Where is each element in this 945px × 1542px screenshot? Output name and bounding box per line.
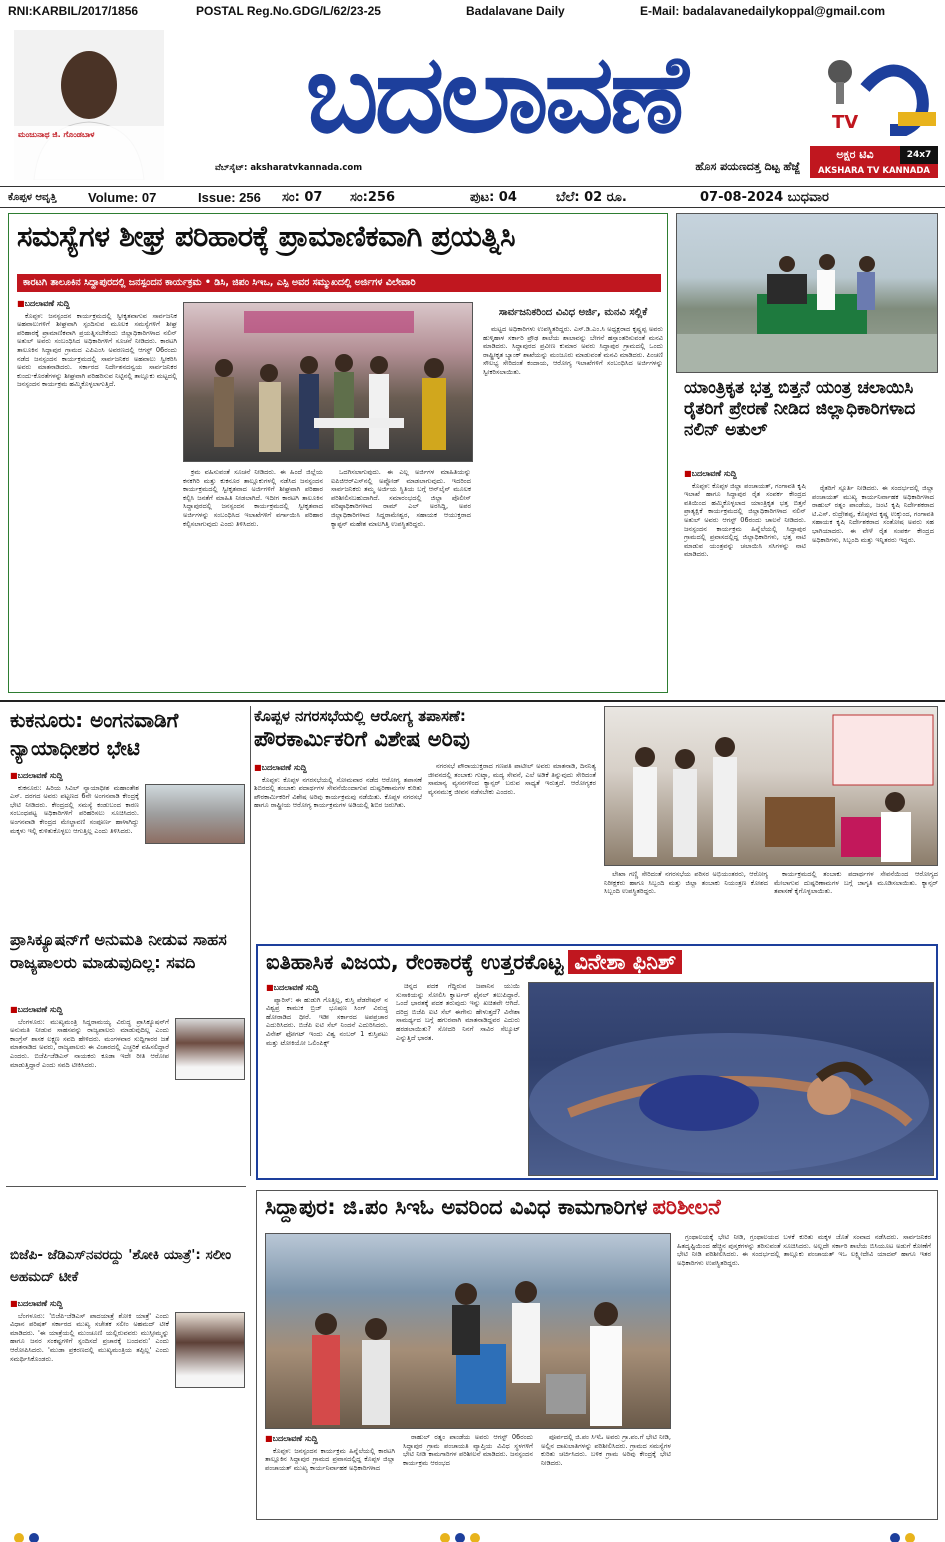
vinesh-column-1 (266, 982, 388, 1176)
lead-column-3 (331, 468, 471, 690)
lead-headline: ಸಮಸ್ಯೆಗಳ ಶೀಘ್ರ ಪರಿಹಾರಕ್ಕೆ ಪ್ರಾಮಾಣಿಕವಾಗಿ ಪ್ರಯತ್ನಿಸಿ (17, 219, 516, 253)
vinesh-column-2 (396, 982, 520, 1176)
lead-text-1: ಕೊಪ್ಪಳ: ಜನಸ್ಪಂದನ ಕಾರ್ಯಕ್ರಮದಲ್ಲಿ ಸ್ವೀಕೃತವಾಗುವ ಸಾರ್ವಜನಿಕ ಅಹವಾಲುಗಳಿಗೆ ಶೀಘ್ರವಾಗಿ ಸ್ಪಂದಿಸುವ ಮೂಲಕ ಸಮಸ್ಯೆಗಳಿಗೆ ಶೀಘ್ರ ಪರಿಹಾರಕ್ಕೆ ಪ್ರಾಮಾಣಿಕವಾಗಿ ಪ್ರಯತ್ನಿಸಬೇಕೆಂದು ಜಿಲ್ಲಾಧಿಕಾರಿಗಳಾದ ನಲಿನ್ ಅತುಲ್ ಅವರು ಸಂಬಂಧಿಸಿದ ಅಧಿಕಾರಿಗಳಿಗೆ ಸೂಚನೆ ನೀಡಿದರು. ಕಾರಟಗಿ ತಾಲೂಕಿನ ಸಿದ್ದಾಪುರ ಗ್ರಾಮದ ಎಪಿಎಂಸಿ ಅವರಣದಲ್ಲಿ ಆಗಸ್ಟ್ 06ರಂದು ನಡೆದ ಜನಸ್ಪಂದನ ಕಾರ್ಯಕ್ರಮದಲ್ಲಿ ಸಾರ್ವಜನಿಕರ ಅಹವಾಲು ಸ್ವೀಕರಿಸಿ ಅವರು ಮಾತನಾಡಿದರು. ಸರ್ಕಾರದ ನಿರ್ದೇಶನದನ್ವಯ ಸಾರ್ವಜನಿಕರ ಕುಂದು-ಕೊರತೆಗಳನ್ನು ಶೀಘ್ರವಾಗಿ ಪರಿಹರಿಸುವ ನಿಟ್ಟಿನಲ್ಲಿ ತಾಲ್ಲೂಕು ಮಟ್ಟದಲ್ಲಿ ಜನಸ್ಪಂದನ ಕಾರ್ಯಕ್ರಮ ಹಮ್ಮಿಕೊಳ್ಳಲಾಗುತ್ತಿದೆ. (17, 311, 177, 389)
vinesh-text-1: ಪ್ಯಾರಿಸ್: ಈ ಹುಡುಗಿ ಗೊತ್ತಿಲ್ಲ, ಕುಸ್ತಿ ಪೆಡರೇಷನ್ ನ ವಿಶ್ವಪ್ರ ಕಾಮುಕ ಬ್ರಿಜ್ ಭೂಷಣ ಸಿಂಗ್ ವಿರುದ್ಧ ಹೋರಾಡಿದ ಧೀರೆ. ಇಡೀ ಸರ್ಕಾರದ ಅಪಪ್ರಚಾರ ಎದುರಿಸಿದರು. ಬಿಜೆಪಿ ಐಟಿ ಸೆಲ್ ನಿಂದನೆ ಎದುರಿಸಿದರು. ವಿನೇಶ್ ಫೋಗಟ್ ಇಂದು ವಿಶ್ವ ನಂಬರ್ 1 ಕುಸ್ತಿಪಟು ಮತ್ತು ಟೋಕಿಯೋ ಒಲಿಂಪಿಕ್ಸ್ (266, 995, 388, 1047)
issue-info-bar (0, 186, 945, 208)
savadi-portrait (175, 1018, 245, 1080)
date-label: 07-08-2024 ಬುಧವಾರ (700, 190, 829, 205)
anganwadi-photo (145, 784, 245, 844)
sam-label: ಸಂ: 07 (282, 190, 323, 205)
website-url[interactable]: ವೆಬ್‌ಸೈಟ್: aksharatvkannada.com (215, 163, 363, 173)
lead-text-3: ಒದಗಿಸಲಾಗುವುದು. ಈ ಎಲ್ಲ ಅರ್ಜಿಗಳ ಮಾಹಿತಿಯನ್ನು ಐಪಿಜಿಆರ್‌ಎಸ್‌ನಲ್ಲಿ ಅಪ್ಲೋಡ್ ಮಾಡಲಾಗುವುದು. ಇದರಿಂದ ಸಾರ್ವಜನಿಕರು ತಮ್ಮ ಅರ್ಜಿಯ ಸ್ಥಿತಿಯ ಬಗ್ಗೆ ಆನ್‌ಲೈನ್ ಮೂಲಕ ಪರಿಶೀಲಿಸಬಹುದಾಗಿದೆ. ಸಮಾರಂಭದಲ್ಲಿ ಜಿಲ್ಲಾ ಪೊಲೀಸ್ ವರಿಷ್ಠಾಧಿಕಾರಿಗಳಾದ ರಾಮ್ ಎಲ್ ಅರಸಿದ್ದಿ, ಅಪರ ಜಿಲ್ಲಾಧಿಕಾರಿಗಳಾದ ಸಿದ್ದರಾಮೇಶ್ವರ, ಸಹಾಯಕ ಆಯುಕ್ತರಾದ ಕ್ಯಾಪ್ಟನ್ ಮಹೇಶ ಮಾಲಗಿತ್ತಿ ಉಪಸ್ಥಿತರಿದ್ದರು. (331, 468, 471, 528)
siddapur-text-2: ರಾಹುಲ್ ರತ್ನಂ ಪಾಂಡೆಯ ಅವರು ಆಗಸ್ಟ್ 06ರಂದು ಸಿದ್ದಾಪುರ ಗ್ರಾಮ ಪಂಚಾಯತಿ ವ್ಯಾಪ್ತಿಯ ವಿವಿಧ ಸ್ಥಳಗಳಿಗೆ ಭೇಟಿ ನೀಡಿ ಕಾಮಗಾರಿಗಳ ಪರಿಶೀಲನೆ ಮಾಡಿದರು. ಜನಸ್ಪಂದನ ಕಾರ್ಯಕ್ರಮ ಆರಂಭದ (403, 1433, 533, 1467)
postal-registration: POSTAL Reg.No.GDG/L/62/23-25 (196, 4, 381, 18)
health-column-4 (774, 870, 938, 940)
vinesh-headline (266, 950, 932, 980)
vinesh-photo (528, 982, 934, 1176)
tv-logo (810, 58, 938, 180)
event-photo-icon (184, 303, 473, 462)
dot-icon (905, 1533, 915, 1542)
health-column-3 (604, 870, 768, 940)
siddapur-text-3: ಪೂರ್ವದಲ್ಲಿ ಜಿ.ಪಂ ಸಿಇಓ ಅವರು ಗ್ರಾ.ಪಂ.ಗೆ ಭೇಟಿ ನೀಡಿ, ಅಲ್ಲಿನ ದಾಖಲಾತಿಗಳನ್ನು ಪರಿಶೀಲಿಸಿದರು. ಗ್ರಾಮದ ಸಮಸ್ಯೆಗಳ ಕುರಿತು ಚರ್ಚಿಸಿದರು. ಬಳಿಕ ಗ್ರಾಮ ಅರಿವು ಕೇಂದ್ರಕ್ಕೆ ಭೇಟಿ ನೀಡಿದರು. (541, 1433, 671, 1467)
siddapur-headline (265, 1195, 931, 1229)
wrestler-photo-icon (529, 983, 935, 1177)
health-headline-block (254, 706, 598, 758)
saleem-portrait (175, 1312, 245, 1388)
right-top-column-1 (684, 468, 806, 694)
top-bar (0, 0, 945, 22)
lead-subsection: ಸಾರ್ವಜನಿಕರಿಂದ ವಿವಿಧ ಅರ್ಜಿ, ಮನವಿ ಸಲ್ಲಿಕೆ (498, 307, 648, 318)
editor-portrait (14, 30, 164, 180)
email-address[interactable]: E-Mail: badalavanedailykoppal@gmail.com (640, 4, 886, 18)
siddapur-text-4: ಗ್ರಂಥಾಲಯಕ್ಕೆ ಭೇಟಿ ನೀಡಿ, ಗ್ರಂಥಾಲಯದ ಬಳಕೆ ಕುರಿತು ಮಕ್ಕಳ ಜೊತೆ ಸಂವಾದ ನಡೆಸಿದರು. ಸಾರ್ವಜನಿಕರ ಹಿತದೃಷ್ಟಿಯಿಂದ ಹೆಚ್ಚಿನ ಪುಸ್ತಕಗಳನ್ನು ತರಿಸುವಂತೆ ಸೂಚಿಸಿದರು. ಅಲ್ಲದೇ ಸರ್ಕಾರಿ ಶಾಲೆಯ ಬಿಸಿಯೂಟ ಅಡುಗೆ ಕೋಣೆಗೆ ಭೇಟಿ ನೀಡಿ ಪರಿಶೀಲಿಸಿದರು. ಈ ಸಂದರ್ಭದಲ್ಲಿ ತಾಲ್ಲೂಕು ಪಂಚಾಯತ್ ಇಒ ಲಕ್ಷ್ಮೀದೇವಿ ಯಾದವ್ ಹಾಗೂ ಇತರ ಅಧಿಕಾರಿಗಳು ಉಪಸ್ಥಿತರಿದ್ದರು. (677, 1233, 931, 1267)
kuknoor-body (10, 770, 245, 920)
editor-name: ಮಂಜುನಾಥ ಜಿ. ಗೊಂಡಬಾಳ (18, 130, 95, 139)
lead-story (8, 213, 668, 693)
health-text-4: ಕಾರ್ಯಕ್ರಮದಲ್ಲಿ ತಂಬಾಕು ಪದಾರ್ಥಗಳ ಸೇವನೆಯಿಂದ ಆರೋಗ್ಯದ ಮೇಲಾಗುವ ದುಷ್ಪರಿಣಾಮಗಳ ಬಗ್ಗೆ ಜಾಗೃತಿ ಮೂಡಿಸಲಾಯಿತು. ಕ್ಯಾನ್ಸರ್ ತಪಾಸಣೆ ಕೈಗೊಳ್ಳಲಾಯಿತು. (774, 870, 938, 896)
tagline: ಹೊಸ ಪಯಣದತ್ತ ದಿಟ್ಟ ಹೆಜ್ಜೆ (695, 160, 800, 173)
lead-byline: ■ ಬದಲಾವಣೆ ಸುದ್ದಿ (17, 300, 177, 309)
svg-text:TV: TV (832, 112, 859, 133)
right-top-text-1: ಕೊಪ್ಪಳ: ಕೊಪ್ಪಳ ಜಿಲ್ಲಾ ಪಂಚಾಯತ್, ಗಂಗಾವತಿ ಕೃಷಿ ಇಲಾಖೆ ಹಾಗೂ ಸಿದ್ದಾಪುರ ರೈತ ಸಂಪರ್ಕ ಕೇಂದ್ರದ ವತಿಯಿಂದ ಹಮ್ಮಿಕೊಳ್ಳಲಾದ ಯಾಂತ್ರಿಕೃತ ಭತ್ತ ಬಿತ್ತನೆ ಪ್ರಾತ್ಯಕ್ಷಿಕೆ ಕಾರ್ಯಕ್ರಮದಲ್ಲಿ ಜಿಲ್ಲಾಧಿಕಾರಿಗಳಾದ ನಲಿನ್ ಅತುಲ್ ಅವರು ಆಗಸ್ಟ್ 06ರಂದು ಚಾಲನೆ ನೀಡಿದರು. ಜನಸ್ಪಂದನ ಕಾರ್ಯಕ್ರಮ ಹಿನ್ನೆಲೆಯಲ್ಲಿ ಸಿದ್ದಾಪುರ ಗ್ರಾಮದಲ್ಲಿ ಪ್ರವಾಸದಲ್ಲಿದ್ದ ಜಿಲ್ಲಾಧಿಕಾರಿಗಳು, ಭತ್ತ ನಾಟಿ ಮಾಡುವ ಯಂತ್ರವನ್ನು ಚಲಾಯಿಸಿ ಸಸಿಗಳನ್ನು ನಾಟಿ ಮಾಡಿದರು. (684, 481, 806, 559)
bjp-byline: ■ ಬದಲಾವಣೆ ಸುದ್ದಿ (10, 1300, 245, 1309)
vinesh-story (256, 944, 938, 1180)
lead-column-1 (17, 298, 177, 690)
footer-dots-right (890, 1528, 915, 1542)
health-column-2 (428, 762, 596, 940)
siddapur-column-4 (677, 1233, 931, 1517)
lead-subhead: ಕಾರಟಗಿ ತಾಲೂಕಿನ ಸಿದ್ದಾಪುರದಲ್ಲಿ ಜನಸ್ಪಂದನ ಕಾರ್ಯಕ್ರಮ • ಡಿಸಿ, ಜಿಪಂ ಸಿಇಒ, ಎಸ್ಪಿ ಅವರ ಸಮ್ಮುಖದಲ್ಲಿ ಅರ್ಜಿಗಳ ವಿಲೇವಾರಿ (17, 274, 661, 292)
vertical-divider (250, 706, 251, 1176)
lead-column-2 (183, 468, 323, 690)
dot-icon (440, 1533, 450, 1542)
tv-microphone-icon (810, 58, 938, 148)
health-camp-photo-icon (605, 707, 938, 866)
bjp-headline: ಬಿಜೆಪಿ- ಜೆಡಿಎಸ್‌ನವರದ್ದು 'ಶೋಕಿ ಯಾತ್ರೆ': ಸಲೀಂ ಅಹಮದ್ ಟೀಕೆ (10, 1247, 232, 1285)
volume-label: Volume: 07 (88, 190, 157, 205)
lead-text-4: ಮಟ್ಟದ ಅಧಿಕಾರಿಗಳು ಉಪಸ್ಥಿತರಿದ್ದರು. ಎಸ್.ಡಿ.ಎಂ.ಸಿ ಅಧ್ಯಕ್ಷರಾದ ಕೃಷ್ಣಪ್ಪ ಅವರು ಹುಳ್ಕಿಹಾಳ ಸರ್ಕಾರಿ ಪ್ರೌಢ ಶಾಲೆಯ ಶಾಲಾವನ್ನು ಬೇಗನೆ ಹಸ್ತಾಂತರಿಸುವಂತೆ ಮನವಿ ಮಾಡಿದರು. ಸಿದ್ದಾಪುರದ ಪ್ರವೀಣ ಕುಮಾರ ಅವರು ಸಿದ್ದಾಪುರ ಗ್ರಾಮದಲ್ಲಿ ಒಂದು ರಾಷ್ಟ್ರೀಕೃತ ಬ್ಯಾಂಕ್ ಶಾಖೆಯನ್ನು ಮಂಜೂರು ಮಾಡುವಂತೆ ಮನವಿ ಮಾಡಿದರು. ಪಿಂಚಣಿ ಸೌಲಭ್ಯ ಸೇರಿದಂತೆ ಕಂದಾಯ, ಆರೋಗ್ಯ ಇಲಾಖೆಗಳಿಗೆ ಸಂಬಂಧಿಸಿದ ಅರ್ಜಿಗಳನ್ನು ಸ್ವೀಕರಿಸಲಾಯಿತು. (483, 325, 663, 376)
footer-ornament (0, 1524, 945, 1542)
lead-column-4 (483, 302, 663, 690)
right-top-photo (676, 213, 938, 373)
price-label: ಬೆಲೆ: 02 ರೂ. (556, 190, 627, 205)
sam-number-label: ಸಂ:256 (350, 190, 395, 205)
footer-dots-center (440, 1528, 480, 1542)
kuknoor-byline: ■ ಬದಲಾವಣೆ ಸುದ್ದಿ (10, 772, 245, 781)
health-byline: ■ ಬದಲಾವಣೆ ಸುದ್ದಿ (254, 764, 422, 773)
siddapur-column-1 (265, 1433, 395, 1517)
health-column-1 (254, 762, 422, 940)
vinesh-headline-b: ವಿನೇಶಾ ಫಿನಿಶ್ (568, 950, 682, 974)
siddapur-column-3 (541, 1433, 671, 1517)
health-headline-line2: ಪೌರಕಾರ್ಮಿಕರಿಗೆ ವಿಶೇಷ ಅರಿವು (254, 727, 470, 751)
siddapur-headline-b: ಪರಿಶೀಲನೆ (652, 1195, 721, 1219)
paper-title: ಬದಲಾವಣೆ (305, 32, 685, 157)
siddapur-story (256, 1190, 938, 1520)
vinesh-text-2: ಚಿನ್ನದ ಪದಕ ಗೆದ್ದಿರುವ ಜಪಾನಿನ ಯುಯಿ ಸುಸಾಕಿಯನ್ನು ಸೋಲಿಸಿ ಕ್ವಾರ್ಟರ್ ಫೈನಲ್ ತಲುಪಿದ್ದಾರೆ. ಒಂದೆ ಭಾರತಕ್ಕೆ ಪದಕ ತರುವುದು ಇನ್ನು ಖಚಿತವೇ ಆಗಿದೆ. ದರಿದ್ರ ಬಿಜೆಪಿ ಐಟಿ ಸೆಲ್ ಈಗೇನು ಹೇಳುತ್ತದೆ? ವಿನೇಶಾ ಸಾಮರ್ಥ್ಯದ ಬಗ್ಗೆ ಹಗುರವಾಗಿ ಮಾತನಾಡಿದ್ದವರ ಎದುರು ಹರಡಲಾಯಿತು? ಸೋದರಿ ನಿನಗೆ ಸಾವಿರ ಸೆಲ್ಯೂಟ್ ಎನ್ನುತ್ತಿದೆ ಭಾರತ. (396, 982, 520, 1042)
siddapur-text-1: ಕೊಪ್ಪಳ: ಜನಸ್ಪಂದನ ಕಾರ್ಯಕ್ರಮ ಹಿನ್ನೆಲೆಯಲ್ಲಿ ಕಾರಟಗಿ ತಾಲ್ಲೂಕಿನ ಸಿದ್ದಾಪುರ ಗ್ರಾಮದ ಪ್ರವಾಸದಲ್ಲಿದ್ದ ಕೊಪ್ಪಳ ಜಿಲ್ಲಾ ಪಂಚಾಯತ್ ಮುಖ್ಯ ಕಾರ್ಯನಿರ್ವಾಹಕ ಅಧಿಕಾರಿಗಳಾದ (265, 1446, 395, 1472)
prosecution-body (10, 1004, 245, 1174)
right-top-byline: ■ ಬದಲಾವಣೆ ಸುದ್ದಿ (684, 470, 806, 479)
inspection-photo-icon (266, 1234, 672, 1430)
section-divider (0, 700, 945, 702)
tv-badge: ಅಕ್ಷರ ಟಿವಿ (810, 146, 900, 164)
issue-label: Issue: 256 (198, 190, 261, 205)
dot-icon (29, 1533, 39, 1542)
right-top-column-2 (812, 484, 934, 694)
registration-number: RNI:KARBIL/2017/1856 (8, 4, 139, 18)
dot-icon (14, 1533, 24, 1542)
paper-name: Badalavane Daily (466, 4, 565, 18)
right-top-text-2: ರೈತರಿಗೆ ಸ್ಪೂರ್ತಿ ನೀಡಿದರು. ಈ ಸಂದರ್ಭದಲ್ಲಿ ಜಿಲ್ಲಾ ಪಂಚಾಯತ್ ಮುಖ್ಯ ಕಾರ್ಯನಿರ್ವಾಹಕ ಅಧಿಕಾರಿಗಳಾದ ರಾಹುಲ್ ರತ್ನಂ ಪಾಂಡೆಯ, ಜಂಟಿ ಕೃಷಿ ನಿರ್ದೇಶಕರಾದ ಟಿ.ಎಸ್. ರುದ್ರೇಶಪ್ಪ, ಕೊಪ್ಪಳದ ಕೃಷ್ಣ ಉಕ್ಕುಂದ, ಗಂಗಾವತಿ ಸಹಾಯಕ ಕೃಷಿ ನಿರ್ದೇಶಕರಾದ ಸಂತೋಷ ಅವರು ಸಹ ಭಾಗಿಯಾದರು. ಈ ವೇಳೆ ರೈತ ಸಂಪರ್ಕ ಕೇಂದ್ರದ ಅಧಿಕಾರಿಗಳು, ಸಿಬ್ಬಂದಿ ಮತ್ತು ಇನ್ನಿತರರು ಇದ್ದರು. (812, 484, 934, 544)
tv-channel-name: AKSHARA TV KANNADA (810, 164, 938, 178)
dot-icon (890, 1533, 900, 1542)
health-text-3: ಲೇಖಾ ಗಣ್ಣಿ ಸೇರಿದಂತೆ ನಗರಸಭೆಯ ಪರಿಸರ ಅಭಿಯಂತರರು, ಆರೋಗ್ಯ ನಿರೀಕ್ಷಕರು ಹಾಗೂ ಸಿಬ್ಬಂದಿ ಮತ್ತು ಜಿಲ್ಲಾ ತಂಬಾಕು ನಿಯಂತ್ರಣ ಕೋಶದ ಸಿಬ್ಬಂದಿ ಉಪಸ್ಥಿತರಿದ್ದರು. (604, 870, 768, 896)
bjp-body (10, 1298, 245, 1518)
health-text-2: ನಗರಸಭೆ ಪೌರಾಯುಕ್ತರಾದ ಗಣಪತಿ ಪಾಟೀಲ್ ಅವರು ಮಾತನಾಡಿ, ದಿನನಿತ್ಯ ಜೀವನದಲ್ಲಿ ತಂಬಾಕು ಗುಟ್ಕಾ, ಮದ್ಯ ಸೇವನೆ, ಎಲೆ ಅಡಿಕೆ ತಿನ್ನುವುದು ಸೇರಿದಂತೆ ಸಾಮಾನ್ಯ ವ್ಯಸನಗಳಿಂದ ಕ್ಯಾನ್ಸರ್ ಬರುವ ಸಾಧ್ಯತೆ ಇರುತ್ತದೆ. ಆರೋಗ್ಯಕರ ವ್ಯಸನಮುಕ್ತ ಜೀವನ ನಡೆಸಬೇಕು ಎಂದರು. (428, 762, 596, 796)
paddy-machine-photo-icon (677, 214, 938, 373)
siddapur-column-2 (403, 1433, 533, 1517)
vinesh-byline: ■ ಬದಲಾವಣೆ ಸುದ್ದಿ (266, 984, 388, 993)
left-divider (6, 1186, 246, 1187)
kuknoor-text: ಕುಕನೂರು: ಹಿರಿಯ ಸಿವಿಲ್ ನ್ಯಾಯಾಧೀಶ ಮಹಾಂತೇಶ ಎಸ್. ದರಗದ ಅವರು ಪಟ್ಟಣದ 6ನೇ ಅಂಗನವಾಡಿ ಕೇಂದ್ರಕ್ಕೆ ಭೇಟಿ ನೀಡಿದರು. ಕೇಂದ್ರದಲ್ಲಿ ಸಮಸ್ಯೆ ಕಂಡುಬಂದ ಕಾರಣ ಸಂಬಂಧಪಟ್ಟ ಅಧಿಕಾರಿಗಳಿಗೆ ಪರಿಹರಿಸಲು ಸೂಚಿಸಿದರು. ಅಂಗನವಾಡಿ ಕೇಂದ್ರದ ಮೇಲ್ಚಾವಣಿ ಸಂಪೂರ್ಣ ಹಾಳಾಗಿದ್ದು ಮಕ್ಕಳು ಇಲ್ಲಿ ಕುಳಿತುಕೊಳ್ಳಲು ಆಗುತ್ತಿಲ್ಲ ಎಂದು ತಿಳಿಸಿದರು. (10, 783, 139, 835)
editor-photo-icon (14, 30, 164, 180)
prosecution-text: ಬೆಂಗಳೂರು: ಮುಖ್ಯಮಂತ್ರಿ ಸಿದ್ದರಾಮಯ್ಯ ವಿರುದ್ಧ ಪ್ರಾಸಿಕ್ಯೂಷನ್‌ಗೆ ಅನುಮತಿ ನೀಡುವ ಸಾಹಸವನ್ನು ರಾಜ್ಯಪಾಲರು ಮಾಡುವುದಿಲ್ಲ ಎಂದು ಕಾಂಗ್ರೆಸ್ ಶಾಸಕ ಲಕ್ಷ್ಮಣ ಸವದಿ ಹೇಳಿದರು. ಮಂಗಳವಾರ ಸುದ್ದಿಗಾರರ ಜತೆ ಮಾತನಾಡಿದ ಅವರು, ರಾಜ್ಯಪಾಲರು ಈ ವಿಚಾರದಲ್ಲಿ ಎಚ್ಚರಿಕೆ ವಹಿಸಲಿದ್ದಾರೆ ಎಂದರು. ಬಿಜೆಪಿ-ಜೆಡಿಎಸ್ ನಾಯಕರು ಕೂಡಾ ಇದೇ ರೀತಿ ಆರೋಪ ಮಾಡುತ್ತಿದ್ದಾರೆ ಎಂದು ಸವದಿ ಟೀಕಿಸಿದರು. (10, 1017, 169, 1069)
siddapur-byline: ■ ಬದಲಾವಣೆ ಸುದ್ದಿ (265, 1435, 395, 1444)
masthead (195, 30, 795, 160)
tv-247-label: 24x7 (900, 146, 938, 164)
bjp-text: ಬೆಂಗಳೂರು: 'ಬಿಜೆಪಿ-ಜೆಡಿಎಸ್ ಪಾದಯಾತ್ರೆ ಶೋಕಿ ಯಾತ್ರೆ' ಎಂದು ವಿಧಾನ ಪರಿಷತ್ ಸರ್ಕಾರದ ಮುಖ್ಯ ಸಚೇತಕ ಸಲೀಂ ಅಹಮದ್ ಟೀಕೆ ಮಾಡಿದರು. 'ಈ ಯಾತ್ರೆಯಲ್ಲಿ ಮುಂಚೂಣಿ ಯಲ್ಲಿರುವವರು ಮುಸ್ಸೀಮ್ಮನ್ನು ಹಾಗೂ ಜನರ ಸಂಕಷ್ಟಗಳಿಗೆ ಸ್ಪಂದಿಸದೆ ಪ್ರಚಾರಕ್ಕೆ ಬಂದವರು' ಎಂದು ಆರೋಪಿಸಿದರು. 'ಮುಡಾ ಪ್ರಕರಣದಲ್ಲಿ ಮುಖ್ಯಮಂತ್ರಿಯ ತಪ್ಪಿಲ್ಲ' ಎಂದು ಸಮರ್ಥಿಸಿಕೊಂಡರು. (10, 1311, 169, 1363)
health-headline-line1: ಕೊಪ್ಪಳ ನಗರಸಭೆಯಲ್ಲಿ ಆರೋಗ್ಯ ತಪಾಸಣೆ: (254, 707, 466, 725)
edition-label: ಕೊಪ್ಪಳ ಆವೃತ್ತಿ (8, 192, 57, 203)
health-photo (604, 706, 938, 866)
prosecution-headline: ಪ್ರಾಸಿಕ್ಯೂಷನ್‌ಗೆ ಅನುಮತಿ ನೀಡುವ ಸಾಹಸ ರಾಜ್ಯಪಾಲರು ಮಾಡುವುದಿಲ್ಲ: ಸವದಿ (10, 930, 227, 972)
health-text-1: ಕೊಪ್ಪಳ: ಕೊಪ್ಪಳ ನಗರಸಭೆಯಲ್ಲಿ ಸೋಮವಾರ ನಡೆದ ಆರೋಗ್ಯ ತಪಾಸಣೆ ಶಿಬಿರದಲ್ಲಿ ತಂಬಾಕು ಪದಾರ್ಥಗಳ ಸೇವನೆಯಿಂದಾಗುವ ದುಷ್ಪರಿಣಾಮಗಳ ಕುರಿತು ಪೌರಕಾರ್ಮಿಕರಿಗೆ ವಿಶೇಷ ಅರಿವು ಕಾರ್ಯಕ್ರಮವು ನಡೆಯಿತು. ಕೊಪ್ಪಳ ನಗರಸಭೆ ಹಾಗೂ ರಾಷ್ಟ್ರೀಯ ಆರೋಗ್ಯ ಕಾರ್ಯಕ್ರಮಗಳ ಅಡಿಯಲ್ಲಿ ಶಿಬಿರ ಜರುಗಿತು. (254, 775, 422, 810)
dot-icon (470, 1533, 480, 1542)
prosecution-byline: ■ ಬದಲಾವಣೆ ಸುದ್ದಿ (10, 1006, 245, 1015)
siddapur-headline-a: ಸಿದ್ದಾಪುರ: ಜಿ.ಪಂ ಸಿಇಓ ಅವರಿಂದ ವಿವಿಧ ಕಾಮಗಾರಿಗಳ (265, 1195, 648, 1219)
vinesh-headline-a: ಐತಿಹಾಸಿಕ ವಿಜಯ, ರೇಂಕಾರಕ್ಕೆ ಉತ್ತರಕೊಟ್ಟ (266, 950, 564, 974)
dot-icon (455, 1533, 465, 1542)
right-top-headline: ಯಾಂತ್ರಿಕೃತ ಭತ್ತ ಬಿತ್ತನೆ ಯಂತ್ರ ಚಲಾಯಿಸಿ ರೈತರಿಗೆ ಪ್ರೇರಣೆ ನೀಡಿದ ಜಿಲ್ಲಾಧಿಕಾರಿಗಳಾದ ನಲಿನ್ ಅತುಲ್ (684, 378, 916, 440)
lead-photo (183, 302, 473, 462)
lead-text-2: ಕ್ರಮ ವಹಿಸುವಂತೆ ಸೂಚನೆ ನೀಡಿದರು. ಈ ಹಿಂದೆ ಜಿಲ್ಲೆಯ ಕನಕಗಿರಿ ಮತ್ತು ಕುಕನೂರ ತಾಲ್ಲೂಕುಗಳಲ್ಲಿ ನಡೆಸಿದ ಜನಸ್ಪಂದನ ಕಾರ್ಯಕ್ರಮದಲ್ಲಿ ಸ್ವೀಕೃತವಾದ ಅರ್ಜಿಗಳಿಗೆ ಶೀಘ್ರವಾಗಿ ಪರಿಹಾರ ಕಲ್ಪಿಸಿ ಜನತೆಗೆ ಮಾಹಿತಿ ನೀಡಲಾಗಿದೆ. ಇದೀಗ ಕಾರಟಗಿ ತಾಲೂಕಿನ ಸಿದ್ದಾಪುರದಲ್ಲಿ ಜನಸ್ಪಂದನ ಕಾರ್ಯಕ್ರಮದಲ್ಲಿ ಸ್ವೀಕೃತವಾದ ಅರ್ಜಿಗಳನ್ನು ಸಂಬಂಧಿಸಿದ ಇಲಾಖೆಗಳಿಗೆ ವರ್ಗಾಯಿಸಿ ಪರಿಹಾರ ಕಲ್ಪಿಸಲಾಗುವುದು ಎಂದು ತಿಳಿಸಿದರು. (183, 468, 323, 528)
siddapur-photo (265, 1233, 671, 1429)
kuknoor-headline: ಕುಕನೂರು: ಅಂಗನವಾಡಿಗೆ ನ್ಯಾಯಾಧೀಶರ ಭೇಟಿ (10, 708, 179, 760)
pages-label: ಪುಟ: 04 (470, 190, 517, 205)
footer-dots-left (14, 1528, 39, 1542)
